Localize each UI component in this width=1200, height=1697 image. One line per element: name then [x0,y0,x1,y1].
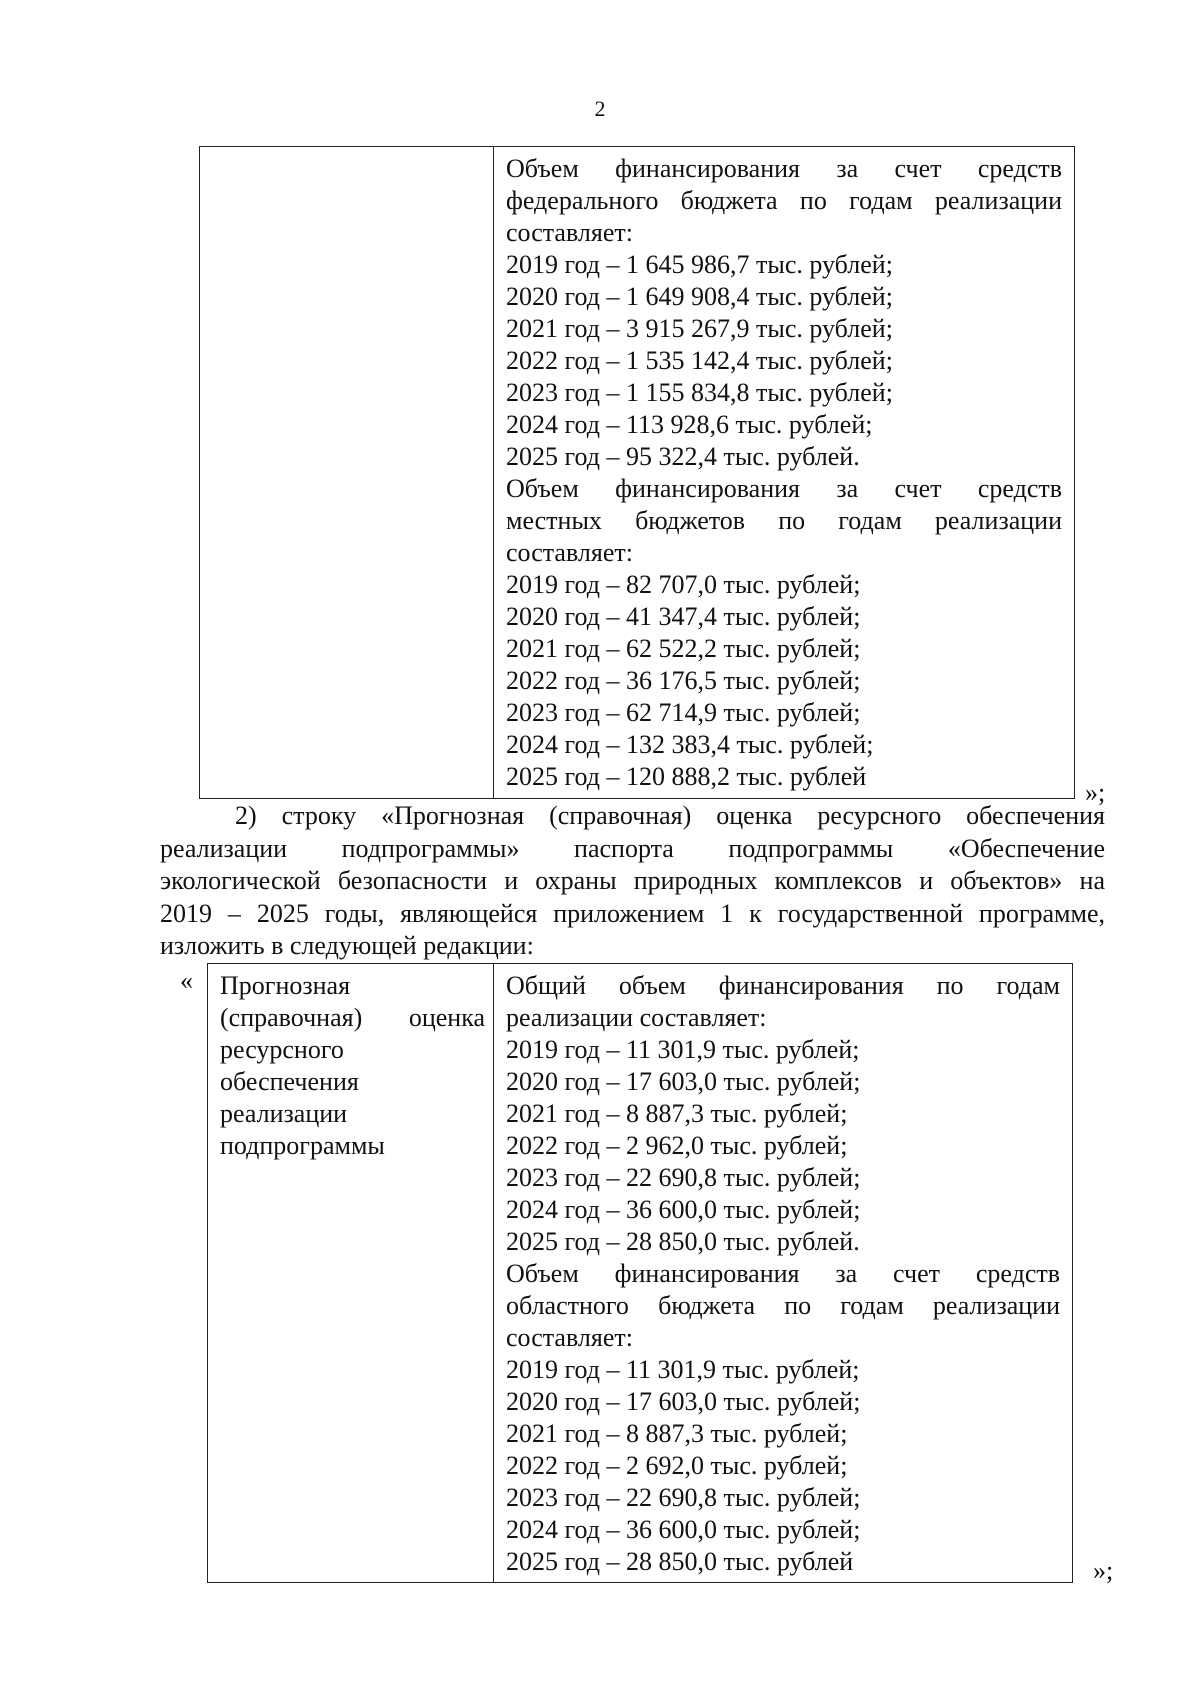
federal-funding-line: 2020 год – 1 649 908,4 тыс. рублей; [506,282,893,311]
total-funding-line: 2024 год – 36 600,0 тыс. рублей; [506,1195,861,1224]
table1-intro2-line: местных бюджетов по годам реализации [506,506,1062,535]
paragraph-line: реализации подпрограммы» паспорта подпрограммы «Обеспечение [160,833,1105,863]
local-funding-line: 2025 год – 120 888,2 тыс. рублей [506,762,867,791]
regional-funding-line: 2024 год – 36 600,0 тыс. рублей; [506,1515,861,1544]
table2-closing-quote: »; [1093,1556,1114,1585]
paragraph-line: 2019 – 2025 годы, являющейся приложением 1 к государственной программе, [160,898,1105,928]
regional-funding-line: 2020 год – 17 603,0 тыс. рублей; [506,1387,861,1416]
table1-intro1-line: Объем финансирования за счет средств [506,154,1062,183]
regional-funding-line: 2019 год – 11 301,9 тыс. рублей; [506,1355,860,1384]
table1-intro1-line: составляет: [506,218,633,247]
federal-funding-line: 2022 год – 1 535 142,4 тыс. рублей; [506,346,893,375]
regional-funding-line: 2023 год – 22 690,8 тыс. рублей; [506,1483,861,1512]
local-funding-line: 2021 год – 62 522,2 тыс. рублей; [506,634,861,663]
local-funding-line: 2024 год – 132 383,4 тыс. рублей; [506,730,874,759]
local-funding-line: 2023 год – 62 714,9 тыс. рублей; [506,698,861,727]
paragraph-line: изложить в следующей редакции: [160,931,534,960]
federal-funding-line: 2024 год – 113 928,6 тыс. рублей; [506,410,873,439]
paragraph-line: экологической безопасности и охраны природных комплексов и объектов» на [160,866,1105,895]
row-title-line: (справочная) оценка [220,1003,485,1032]
table1-intro2-line: Объем финансирования за счет средств [506,474,1062,503]
federal-funding-line: 2021 год – 3 915 267,9 тыс. рублей; [506,314,893,343]
table2-opening-quote: « [180,966,193,995]
row-title-line: Прогнозная [220,971,351,1000]
total-funding-line: 2020 год – 17 603,0 тыс. рублей; [506,1067,861,1096]
federal-funding-line: 2025 год – 95 322,4 тыс. рублей. [506,442,860,471]
table2-intro2-line: областного бюджета по годам реализации [506,1291,1060,1320]
local-funding-line: 2022 год – 36 176,5 тыс. рублей; [506,666,861,695]
table1-intro2-line: составляет: [506,538,633,567]
local-funding-line: 2020 год – 41 347,4 тыс. рублей; [506,602,861,631]
federal-funding-line: 2019 год – 1 645 986,7 тыс. рублей; [506,250,893,279]
total-funding-line: 2022 год – 2 962,0 тыс. рублей; [506,1131,848,1160]
amendment-paragraph [160,800,1105,963]
table1-right-cell [494,147,1075,799]
row-title-line: реализации [220,1099,348,1128]
table2-left-cell [208,964,494,1583]
table2-intro1-line: реализации составляет: [506,1003,767,1032]
paragraph-line: 2) строку «Прогнозная (справочная) оценка ресурсного обеспечения [235,801,1105,830]
total-funding-line: 2023 год – 22 690,8 тыс. рублей; [506,1163,861,1192]
table2-intro2-line: составляет: [506,1323,633,1352]
federal-funding-line: 2023 год – 1 155 834,8 тыс. рублей; [506,378,893,407]
funding-table-2 [207,963,1073,1583]
table2-intro1-line: Общий объем финансирования по годам [506,971,1060,1000]
local-funding-line: 2019 год – 82 707,0 тыс. рублей; [506,570,861,599]
regional-funding-line: 2022 год – 2 692,0 тыс. рублей; [506,1451,848,1480]
row-title-line: подпрограммы [220,1131,385,1160]
table1-left-cell [200,147,494,799]
table2-intro2-line: Объем финансирования за счет средств [506,1259,1060,1288]
total-funding-line: 2019 год – 11 301,9 тыс. рублей; [506,1035,860,1064]
funding-table-1 [199,146,1075,799]
regional-funding-line: 2025 год – 28 850,0 тыс. рублей [506,1547,854,1576]
table1-intro1-line: федерального бюджета по годам реализации [506,186,1062,215]
table2-right-cell [494,964,1073,1583]
total-funding-line: 2025 год – 28 850,0 тыс. рублей. [506,1227,860,1256]
row-title-line: обеспечения [220,1067,359,1096]
row-title-line: ресурсного [220,1035,344,1064]
total-funding-line: 2021 год – 8 887,3 тыс. рублей; [506,1099,848,1128]
table1-closing-quote: »; [1085,778,1106,807]
regional-funding-line: 2021 год – 8 887,3 тыс. рублей; [506,1419,848,1448]
page-number: 2 [594,96,606,121]
